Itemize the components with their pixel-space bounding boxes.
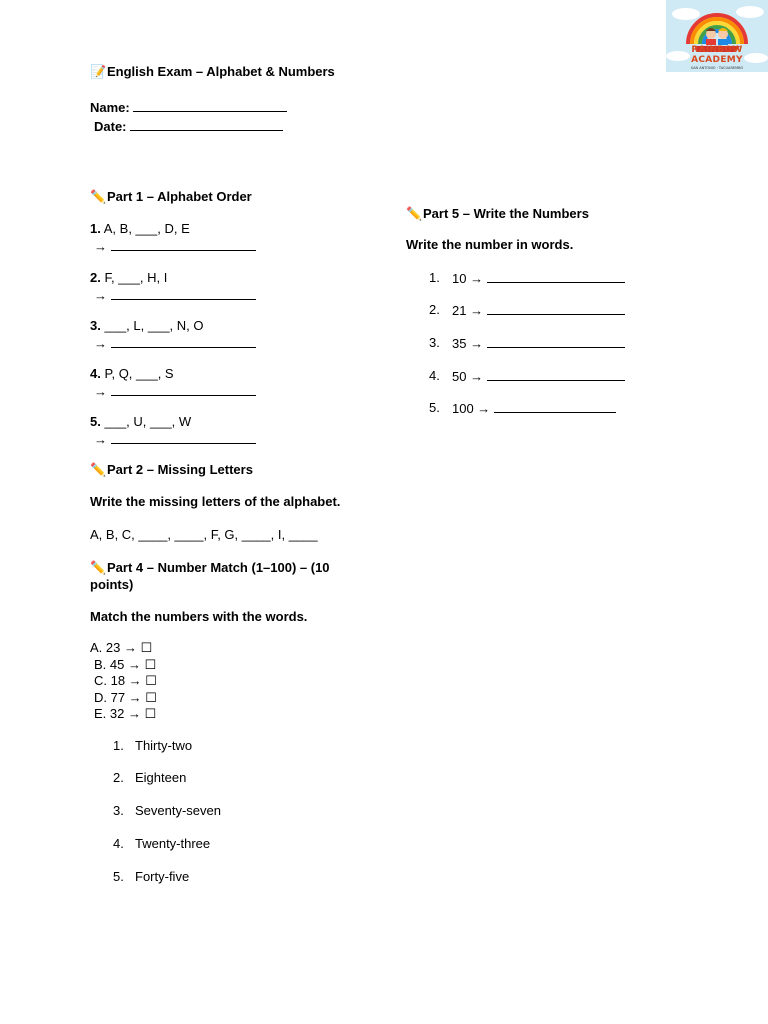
part1-answer-1 bbox=[94, 238, 256, 255]
part2-title bbox=[90, 462, 253, 478]
item-number: 3. bbox=[90, 318, 101, 333]
answer-blank[interactable] bbox=[111, 238, 256, 251]
name-blank[interactable] bbox=[133, 99, 287, 112]
word-number: 3. bbox=[113, 803, 124, 818]
part1-answer-4 bbox=[94, 383, 256, 400]
item-text: 21 → bbox=[452, 303, 484, 318]
word-number: 2. bbox=[113, 770, 124, 785]
part4-title-line1: Part 4 – Number Match (1–100) – (10 bbox=[107, 560, 330, 575]
match-number-c: C. 18 → ☐ bbox=[94, 673, 157, 688]
match-number-b: B. 45 → ☐ bbox=[94, 657, 157, 672]
item-text: ___, L, ___, N, O bbox=[104, 318, 204, 333]
item-number: 5. bbox=[90, 414, 101, 429]
answer-blank[interactable] bbox=[487, 368, 625, 381]
rainbow-academy-logo bbox=[666, 0, 768, 72]
answer-blank[interactable] bbox=[111, 431, 256, 444]
arrow-icon: → bbox=[94, 288, 107, 303]
logo-subtitle: SAN ANTONIO · TACUAREMBÓ bbox=[690, 66, 744, 70]
exam-title bbox=[90, 64, 335, 80]
part4-instruction: Match the numbers with the words. bbox=[90, 609, 308, 624]
answer-blank[interactable] bbox=[111, 383, 256, 396]
part5-item-2 bbox=[429, 302, 484, 318]
part1-item-4 bbox=[90, 366, 174, 382]
date-blank[interactable] bbox=[130, 118, 283, 131]
item-content bbox=[452, 368, 625, 385]
match-word-1 bbox=[113, 738, 193, 754]
pencil-icon: ✏️ bbox=[90, 462, 107, 477]
date-label: Date: bbox=[94, 119, 127, 134]
logo-line2: ACADEMY bbox=[691, 55, 743, 65]
answer-blank[interactable] bbox=[111, 335, 256, 348]
part4-title bbox=[90, 560, 330, 576]
match-number-a: A. 23 → ☐ bbox=[90, 640, 153, 655]
part1-item-3 bbox=[90, 318, 203, 334]
item-text: 35 → bbox=[452, 336, 484, 351]
item-content bbox=[452, 302, 625, 319]
part2-title-text: Part 2 – Missing Letters bbox=[107, 462, 253, 477]
match-word-4 bbox=[113, 836, 211, 852]
item-number: 1. bbox=[429, 270, 440, 285]
part1-answer-2 bbox=[94, 287, 256, 304]
word-text: Forty-five bbox=[135, 869, 190, 884]
item-text: 50 → bbox=[452, 369, 484, 384]
part1-title bbox=[90, 189, 252, 205]
answer-blank[interactable] bbox=[111, 287, 256, 300]
arrow-icon: → bbox=[94, 239, 107, 254]
answer-blank[interactable] bbox=[487, 302, 625, 315]
answer-blank[interactable] bbox=[494, 400, 616, 413]
part5-item-4 bbox=[429, 368, 484, 384]
part5-title-text: Part 5 – Write the Numbers bbox=[423, 206, 589, 221]
pencil-icon: ✏️ bbox=[406, 206, 423, 221]
name-field bbox=[90, 99, 287, 116]
part5-item-5 bbox=[429, 400, 491, 416]
match-number-e: E. 32 → ☐ bbox=[94, 706, 157, 721]
arrow-icon: → bbox=[94, 432, 107, 447]
word-number: 1. bbox=[113, 738, 124, 753]
item-text: 100 → bbox=[452, 401, 491, 416]
item-number: 4. bbox=[90, 366, 101, 381]
item-number: 2. bbox=[429, 302, 440, 317]
word-text: Twenty-three bbox=[135, 836, 211, 851]
match-word-3 bbox=[113, 803, 221, 819]
part2-sequence: A, B, C, ____, ____, F, G, ____, I, ____ bbox=[90, 527, 318, 542]
part1-answer-5 bbox=[94, 431, 256, 448]
part5-title bbox=[406, 206, 589, 222]
item-number: 1. bbox=[90, 221, 101, 236]
arrow-icon: → bbox=[94, 336, 107, 351]
pencil-icon: ✏️ bbox=[90, 189, 107, 204]
word-text: Eighteen bbox=[135, 770, 187, 785]
match-word-2 bbox=[113, 770, 187, 786]
part2-instruction: Write the missing letters of the alphabet. bbox=[90, 494, 341, 509]
word-text: Seventy-seven bbox=[135, 803, 221, 818]
arrow-icon: → bbox=[94, 384, 107, 399]
item-number: 4. bbox=[429, 368, 440, 383]
pencil-icon: ✏️ bbox=[90, 560, 107, 575]
part5-item-1 bbox=[429, 270, 484, 286]
word-number: 5. bbox=[113, 869, 124, 884]
item-text: F, ___, H, I bbox=[104, 270, 168, 285]
logo-line1: RAINBOW bbox=[691, 45, 743, 55]
answer-blank[interactable] bbox=[487, 270, 625, 283]
date-field bbox=[94, 118, 283, 135]
name-label: Name: bbox=[90, 100, 130, 115]
match-word-5 bbox=[113, 869, 190, 885]
part5-item-3 bbox=[429, 335, 484, 351]
exam-title-text: English Exam – Alphabet & Numbers bbox=[107, 64, 335, 79]
word-text: Thirty-two bbox=[135, 738, 193, 753]
part1-answer-3 bbox=[94, 335, 256, 352]
item-text: 10 → bbox=[452, 271, 484, 286]
part1-item-5 bbox=[90, 414, 191, 430]
match-number-d: D. 77 → ☐ bbox=[94, 690, 157, 705]
answer-blank[interactable] bbox=[487, 335, 625, 348]
part4-title-line2: points) bbox=[90, 577, 134, 592]
memo-icon: 📝 bbox=[90, 64, 107, 79]
part1-title-text: Part 1 – Alphabet Order bbox=[107, 189, 252, 204]
item-number: 3. bbox=[429, 335, 440, 350]
item-content bbox=[452, 335, 625, 352]
item-content bbox=[452, 270, 625, 287]
item-text: P, Q, ___, S bbox=[104, 366, 174, 381]
part1-item-1 bbox=[90, 221, 190, 237]
item-content bbox=[452, 400, 616, 417]
item-number: 2. bbox=[90, 270, 101, 285]
part1-item-2 bbox=[90, 270, 167, 286]
part5-instruction: Write the number in words. bbox=[406, 237, 574, 252]
item-text: A, B, ___, D, E bbox=[103, 221, 190, 236]
item-number: 5. bbox=[429, 400, 440, 415]
item-text: ___, U, ___, W bbox=[104, 414, 192, 429]
word-number: 4. bbox=[113, 836, 124, 851]
